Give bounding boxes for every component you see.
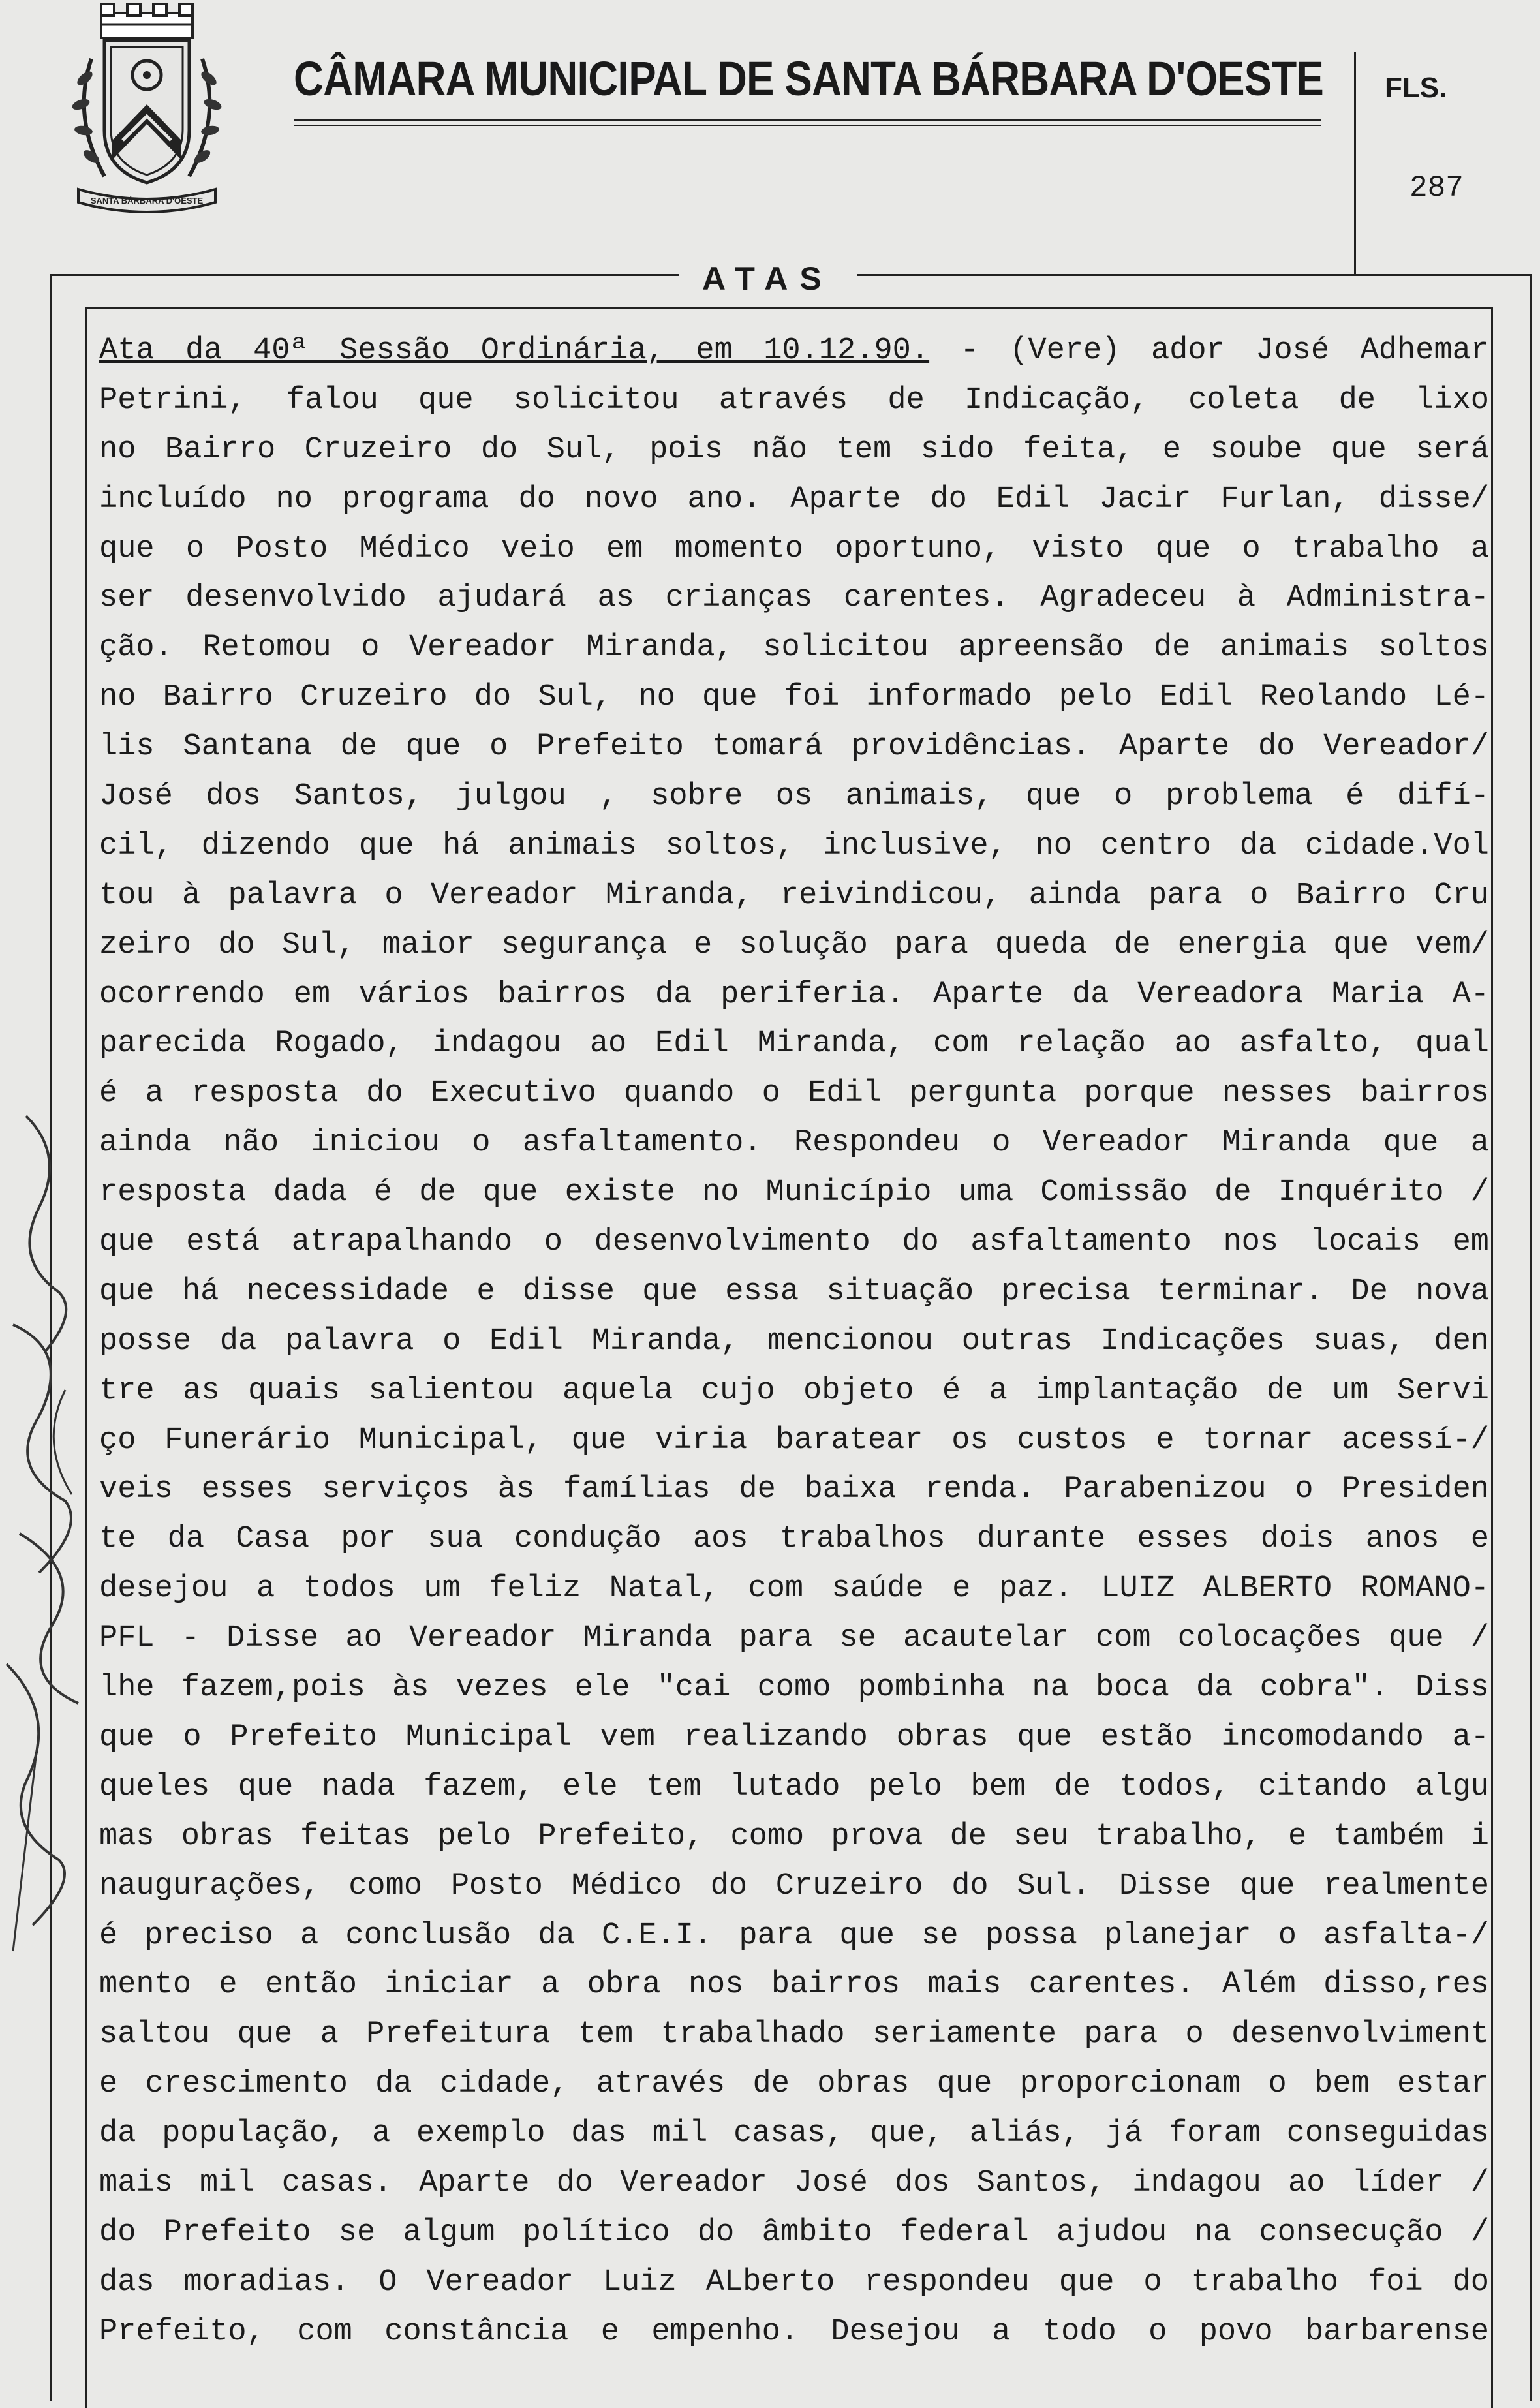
- minutes-line: ço Funerário Municipal, que viria baratear os custos e tornar acessí-/: [99, 1423, 1489, 1458]
- minutes-line: do Prefeito se algum político do âmbito federal ajudou na consecução /: [99, 2215, 1489, 2250]
- minutes-line: lhe fazem,pois às vezes ele "cai como pombinha na boca da cobra". Diss: [99, 1671, 1489, 1706]
- minutes-line: que há necessidade e disse que essa situação precisa terminar. De nova: [99, 1274, 1489, 1309]
- minutes-line: parecida Rogado, indagou ao Edil Miranda, com relação ao asfalto, qual: [99, 1026, 1489, 1062]
- minutes-line: é a resposta do Executivo quando o Edil pergunta porque nesses bairros: [99, 1076, 1489, 1111]
- minutes-line: ser desenvolvido ajudará as crianças carentes. Agradeceu à Administra-: [99, 581, 1489, 616]
- minutes-line: posse da palavra o Edil Miranda, mencionou outras Indicações suas, den: [99, 1323, 1489, 1359]
- minutes-line: da população, a exemplo das mil casas, que, aliás, já foram conseguidas: [99, 2116, 1489, 2152]
- minutes-line: ocorrendo em vários bairros da periferia. Aparte da Vereadora Maria A-: [99, 977, 1489, 1012]
- minutes-line: saltou que a Prefeitura tem trabalhado seriamente para o desenvolviment: [99, 2017, 1489, 2052]
- minutes-line: Prefeito, com constância e empenho. Desejou a todo o povo barbarense: [99, 2314, 1489, 2349]
- minutes-line: Petrini, falou que solicitou através de Indicação, coleta de lixo: [99, 382, 1489, 418]
- minutes-line: ção. Retomou o Vereador Miranda, solicitou apreensão de animais soltos: [99, 630, 1489, 666]
- fls-divider: [1354, 52, 1356, 274]
- minutes-line: queles que nada fazem, ele tem lutado pelo bem de todos, citando algu: [99, 1769, 1489, 1804]
- page-number: 287: [1409, 171, 1464, 205]
- minutes-line: PFL - Disse ao Vereador Miranda para se acautelar com colocações que /: [99, 1621, 1489, 1656]
- minutes-line: cil, dizendo que há animais soltos, inclusive, no centro da cidade.Vol: [99, 828, 1489, 863]
- minutes-line: te da Casa por sua condução aos trabalhos durante esses dois anos e: [99, 1522, 1489, 1557]
- minutes-line: das moradias. O Vereador Luiz ALberto respondeu que o trabalho foi do: [99, 2264, 1489, 2300]
- minutes-line: José dos Santos, julgou , sobre os animais, que o problema é difí-: [99, 779, 1489, 814]
- minutes-line: é preciso a conclusão da C.E.I. para que se possa planejar o asfalta-/: [99, 1918, 1489, 1953]
- minutes-line: lis Santana de que o Prefeito tomará providências. Aparte do Vereador/: [99, 730, 1489, 765]
- minutes-line: no Bairro Cruzeiro do Sul, no que foi informado pelo Edil Reolando Lé-: [99, 680, 1489, 715]
- minutes-line: que o Prefeito Municipal vem realizando obras que estão incomodando a-: [99, 1720, 1489, 1755]
- section-title: ATAS: [679, 260, 857, 298]
- minutes-line: incluído no programa do novo ano. Aparte do Edil Jacir Furlan, disse/: [99, 482, 1489, 517]
- minutes-line: tou à palavra o Vereador Miranda, reivindicou, ainda para o Bairro Cru: [99, 878, 1489, 913]
- minutes-line-first: [99, 326, 1489, 376]
- minutes-line: mais mil casas. Aparte do Vereador José dos Santos, indagou ao líder /: [99, 2165, 1489, 2200]
- minutes-line: resposta dada é de que existe no Município uma Comissão de Inquérito /: [99, 1175, 1489, 1211]
- header-rule: [294, 119, 1321, 126]
- minutes-line: tre as quais salientou aquela cujo objeto é a implantação de um Servi: [99, 1373, 1489, 1408]
- minutes-line: naugurações, como Posto Médico do Cruzeiro do Sul. Disse que realmente: [99, 1868, 1489, 1904]
- minutes-line: zeiro do Sul, maior segurança e solução para queda de energia que vem/: [99, 927, 1489, 963]
- minutes-line: ainda não iniciou o asfaltamento. Respondeu o Vereador Miranda que a: [99, 1126, 1489, 1161]
- minutes-line: - (Vere) ador José Adhemar: [929, 333, 1490, 368]
- minutes-line: no Bairro Cruzeiro do Sul, pois não tem sido feita, e soube que será: [99, 432, 1489, 467]
- minutes-body: [99, 326, 1489, 2357]
- institution-title: CÂMARA MUNICIPAL DE SANTA BÁRBARA D'OESTE: [294, 52, 1323, 106]
- municipal-crest-icon: [65, 0, 228, 215]
- minutes-line: mento e então iniciar a obra nos bairros mais carentes. Além disso,res: [99, 1968, 1489, 2003]
- minutes-line: desejou a todos um feliz Natal, com saúde e paz. LUIZ ALBERTO ROMANO-: [99, 1571, 1489, 1607]
- session-reference: Ata da 40ª Sessão Ordinária, em 10.12.90.: [99, 333, 930, 368]
- minutes-line: veis esses serviços às famílias de baixa renda. Parabenizou o Presiden: [99, 1472, 1489, 1507]
- fls-label: FLS.: [1385, 72, 1447, 104]
- minutes-line: e crescimento da cidade, através de obras que proporcionam o bem estar: [99, 2067, 1489, 2102]
- crest-motto: SANTA BÁRBARA D'OESTE: [90, 196, 204, 206]
- margin-signature-icon: [0, 1077, 91, 1990]
- minutes-line: que o Posto Médico veio em momento oportuno, visto que o trabalho a: [99, 531, 1489, 566]
- minutes-line: que está atrapalhando o desenvolvimento do asfaltamento nos locais em: [99, 1225, 1489, 1260]
- minutes-line: mas obras feitas pelo Prefeito, como prova de seu trabalho, e também i: [99, 1819, 1489, 1854]
